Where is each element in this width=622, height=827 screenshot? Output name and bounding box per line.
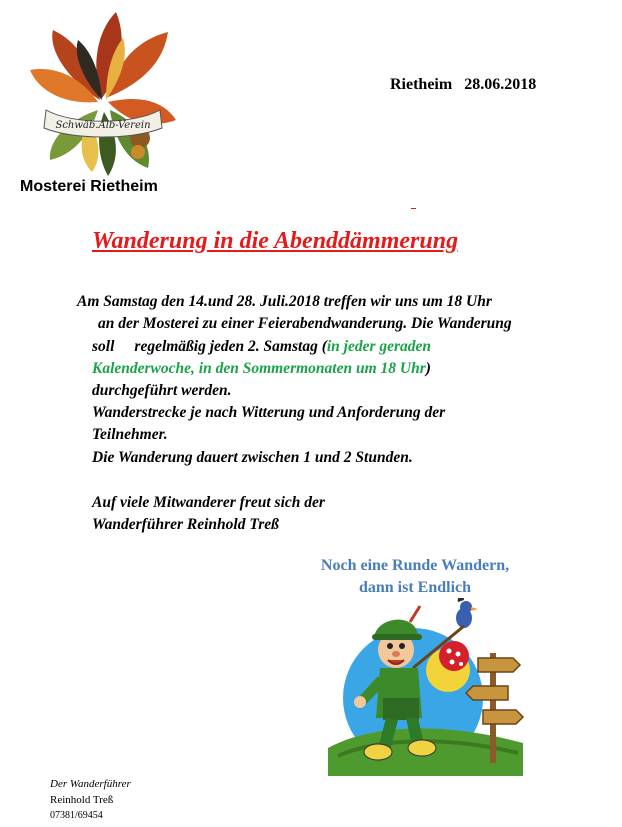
body-line-3: [92, 336, 431, 358]
body-line-4: [92, 358, 431, 380]
body-line-5: durchgeführt werden.: [92, 382, 232, 399]
org-name: Mosterei Rietheim: [20, 178, 158, 195]
body-line-6: Wanderstrecke je nach Witterung und Anforderung der: [92, 404, 446, 421]
body-line-4b: ): [425, 360, 431, 377]
body-line-9: Auf viele Mitwanderer freut sich der: [92, 494, 325, 511]
motto-line-2: dann ist Endlich: [358, 579, 472, 596]
signature-name: Reinhold Treß: [50, 794, 114, 806]
red-mark: [411, 208, 416, 209]
body-line-10: Wanderführer Reinhold Treß: [92, 516, 279, 533]
body-line-7: Teilnehmer.: [92, 426, 168, 443]
highlight-text-1: in jeder geraden: [326, 338, 432, 355]
body-line-1: Am Samstag den 14.und 28. Juli.2018 treffen wir uns um 18 Uhr: [77, 293, 492, 310]
body-line-2: an der Mosterei zu einer Feierabendwanderung. Die Wanderung: [98, 315, 512, 332]
highlight-text-2: Kalenderwoche, in den Sommermonaten um 18 Uhr: [92, 360, 426, 377]
motto-line-1: Noch eine Runde Wandern,: [320, 557, 510, 574]
signature-role: Der Wanderführer: [50, 778, 131, 790]
autumn-leaves-emblem-icon: [28, 10, 178, 178]
body-line-3b: regelmäßig jeden 2. Samstag (: [134, 338, 327, 355]
hiker-cartoon-icon: [318, 598, 528, 776]
signature-phone: 07381/69454: [50, 810, 103, 821]
logo-banner-text: Schwäb.Alb-Verein: [55, 120, 151, 131]
place-date: Rietheim 28.06.2018: [390, 76, 537, 93]
body-line-3a: soll: [92, 338, 115, 355]
page-title: Wanderung in die Abenddämmerung: [92, 228, 459, 254]
body-line-8: Die Wanderung dauert zwischen 1 und 2 Stunden.: [92, 449, 413, 466]
